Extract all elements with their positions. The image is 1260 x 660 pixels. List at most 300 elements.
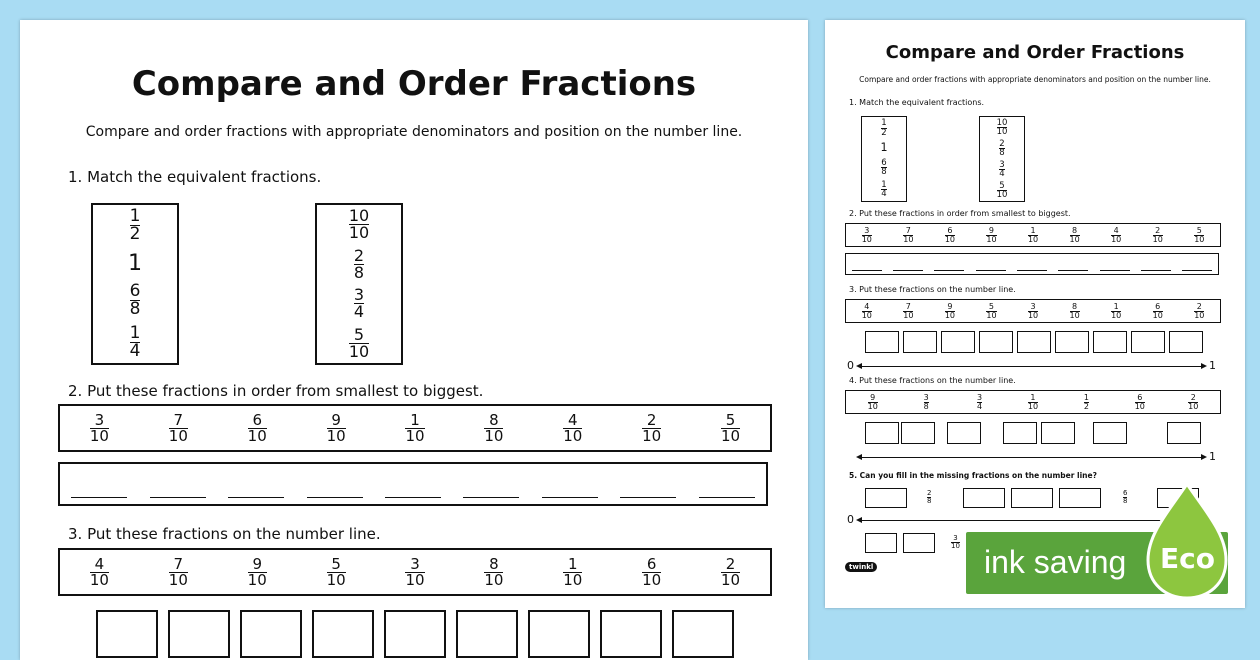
fraction <box>1135 394 1145 411</box>
fraction-cell <box>533 554 612 589</box>
answer-blank-cell[interactable] <box>60 497 138 498</box>
numerator: 7 <box>173 554 184 573</box>
fraction-cell <box>376 410 455 445</box>
fraction-cell <box>1167 394 1220 411</box>
fraction-cell <box>218 554 297 589</box>
fraction-cell <box>691 410 770 445</box>
number-line-answer-box[interactable] <box>1093 422 1127 444</box>
numerator: 9 <box>252 554 262 573</box>
answer-blank-cell[interactable] <box>970 270 1011 271</box>
fraction <box>1123 490 1127 505</box>
numerator: 2 <box>1155 225 1161 235</box>
fraction-cell <box>1012 303 1054 320</box>
denominator: 10 <box>944 234 955 244</box>
answer-blank[interactable] <box>542 497 598 498</box>
fraction <box>484 410 504 445</box>
denominator: 10 <box>326 570 346 589</box>
fraction-cell <box>612 554 691 589</box>
numerator: 3 <box>1030 301 1036 311</box>
fraction <box>903 303 913 320</box>
answer-blank[interactable] <box>1058 270 1088 271</box>
numerator: 5 <box>999 180 1005 191</box>
denominator: 10 <box>1194 234 1205 244</box>
fraction-cell <box>691 554 770 589</box>
small-q3-number-line <box>859 366 1203 367</box>
fraction <box>1070 303 1080 320</box>
number-line-answer-box[interactable] <box>528 610 590 658</box>
q5-answer-box[interactable] <box>1011 488 1053 508</box>
number-line-answer-box[interactable] <box>456 610 518 658</box>
fraction <box>326 410 346 445</box>
answer-blank-cell[interactable] <box>1053 270 1094 271</box>
numerator: 1 <box>1113 301 1119 311</box>
numerator: 2 <box>1190 392 1196 402</box>
denominator: 10 <box>996 190 1008 200</box>
fraction-cell <box>454 554 533 589</box>
fraction <box>986 303 996 320</box>
denominator: 4 <box>977 401 983 411</box>
number-line-answer-box[interactable] <box>600 610 662 658</box>
numerator: 3 <box>923 392 929 402</box>
equivalent-fraction <box>999 140 1004 158</box>
answer-blank-cell[interactable] <box>531 497 609 498</box>
denominator: 10 <box>326 426 346 445</box>
fraction <box>563 554 583 589</box>
numerator: 8 <box>489 554 499 573</box>
denominator: 10 <box>168 426 188 445</box>
numerator: 1 <box>1030 392 1036 402</box>
denominator: 8 <box>1123 497 1128 505</box>
number-line-answer-box[interactable] <box>903 331 937 353</box>
fraction <box>945 303 955 320</box>
numerator: 7 <box>905 301 911 311</box>
answer-blank-cell[interactable] <box>609 497 687 498</box>
worksheet-page-large <box>20 20 808 660</box>
answer-blank[interactable] <box>1182 270 1212 271</box>
denominator: 10 <box>89 426 109 445</box>
fraction-cell <box>454 410 533 445</box>
q1-right-box <box>315 203 403 365</box>
answer-blank[interactable] <box>463 497 519 498</box>
arrow-left-icon <box>856 363 862 369</box>
denominator: 8 <box>353 262 365 282</box>
number-line-answer-box[interactable] <box>1017 331 1051 353</box>
fraction-cell <box>953 394 1006 411</box>
answer-blank[interactable] <box>976 270 1006 271</box>
small-q3-zero: 0 <box>847 359 854 372</box>
denominator: 10 <box>1069 310 1080 320</box>
denominator: 10 <box>944 310 955 320</box>
answer-blank-cell[interactable] <box>1177 270 1218 271</box>
denominator: 10 <box>951 542 960 550</box>
number-line-answer-box[interactable] <box>1167 422 1201 444</box>
numerator: 1 <box>129 206 141 227</box>
fraction-cell <box>1095 303 1137 320</box>
equivalent-fraction <box>354 287 364 320</box>
fraction <box>1188 394 1198 411</box>
small-q2-answer-row[interactable] <box>845 253 1219 275</box>
small-q3-label: 3. Put these fractions on the number line. <box>849 285 1016 294</box>
numerator: 6 <box>1123 489 1128 497</box>
equivalent-fraction <box>881 181 886 199</box>
fraction-cell <box>297 410 376 445</box>
answer-blank[interactable] <box>385 497 441 498</box>
small-q4-number-line <box>859 457 1203 458</box>
fraction-cell <box>888 303 930 320</box>
fraction <box>927 490 931 505</box>
denominator: 2 <box>881 127 887 138</box>
fraction-cell <box>1060 394 1113 411</box>
equivalent-fraction <box>129 280 141 319</box>
numerator: 6 <box>1155 301 1161 311</box>
fraction <box>903 227 913 244</box>
numerator: 6 <box>646 554 657 573</box>
numerator: 10 <box>996 117 1008 128</box>
answer-blank[interactable] <box>620 497 676 498</box>
denominator: 10 <box>1111 234 1122 244</box>
answer-blank-cell[interactable] <box>929 270 970 271</box>
answer-blank[interactable] <box>150 497 206 498</box>
denominator: 10 <box>1152 310 1163 320</box>
equivalent-fraction <box>881 159 886 177</box>
answer-blank-cell[interactable] <box>452 497 530 498</box>
denominator: 10 <box>1111 310 1122 320</box>
answer-blank-cell[interactable] <box>1135 270 1176 271</box>
small-q1-left-box <box>861 116 907 202</box>
denominator: 10 <box>867 401 878 411</box>
fraction-cell <box>1137 227 1179 244</box>
equivalent-fraction <box>997 119 1008 137</box>
numerator: 2 <box>1196 301 1202 311</box>
answer-blank-cell[interactable] <box>217 497 295 498</box>
small-page-title: Compare and Order Fractions <box>885 42 1185 63</box>
denominator: 10 <box>247 426 267 445</box>
numerator: 6 <box>129 280 141 301</box>
equivalent-fraction <box>348 324 370 361</box>
page-subtitle: Compare and order fractions with appropriate denominators and position on the number line. <box>85 124 743 140</box>
number-line-answer-box[interactable] <box>901 422 935 444</box>
fraction <box>721 554 741 589</box>
q2-answer-row[interactable] <box>58 462 768 506</box>
small-q5-zero: 0 <box>847 513 854 526</box>
numerator: 9 <box>947 301 953 311</box>
fraction-cell <box>846 394 899 411</box>
numerator: 3 <box>864 225 870 235</box>
denominator: 10 <box>642 426 662 445</box>
number-line-answer-box[interactable] <box>1003 422 1037 444</box>
denominator: 10 <box>563 570 583 589</box>
denominator: 8 <box>927 497 932 505</box>
equivalent-fraction <box>999 161 1004 179</box>
numerator: 6 <box>1137 392 1143 402</box>
number-line-answer-box[interactable] <box>96 610 158 658</box>
answer-blank[interactable] <box>71 497 127 498</box>
q5b-answer-box[interactable] <box>865 533 897 553</box>
numerator: 2 <box>646 410 657 429</box>
answer-blank[interactable] <box>852 270 882 271</box>
denominator: 10 <box>168 570 188 589</box>
number-line-answer-box[interactable] <box>1055 331 1089 353</box>
arrow-left-icon <box>856 517 862 523</box>
q5b-fraction <box>951 534 960 550</box>
fraction-cell <box>139 410 218 445</box>
denominator: 4 <box>999 169 1005 179</box>
numerator: 8 <box>1072 225 1078 235</box>
fraction <box>1028 227 1038 244</box>
fraction <box>951 535 960 550</box>
number-line-answer-box[interactable] <box>947 422 981 444</box>
number-line-answer-box[interactable] <box>168 610 230 658</box>
answer-blank-cell[interactable] <box>138 497 216 498</box>
fraction-cell <box>612 410 691 445</box>
small-q4-label: 4. Put these fractions on the number line. <box>849 376 1016 385</box>
numerator: 3 <box>953 534 958 542</box>
fraction <box>1153 303 1163 320</box>
number-line-answer-box[interactable] <box>1131 331 1165 353</box>
denominator: 10 <box>1152 234 1163 244</box>
ink-saving-text: ink saving <box>984 544 1127 580</box>
answer-blank-cell[interactable] <box>887 270 928 271</box>
denominator: 10 <box>642 570 662 589</box>
equivalent-fraction <box>130 208 141 243</box>
fraction <box>1070 227 1080 244</box>
fraction <box>945 227 955 244</box>
denominator: 10 <box>1188 401 1199 411</box>
fraction <box>862 227 872 244</box>
numerator: 4 <box>1113 225 1119 235</box>
twinkl-logo: twinkl <box>845 562 877 572</box>
number-line-answer-box[interactable] <box>240 610 302 658</box>
fraction <box>89 410 109 445</box>
fraction-cell <box>846 303 888 320</box>
numerator: 2 <box>725 554 736 573</box>
answer-blank[interactable] <box>307 497 363 498</box>
fraction <box>247 554 267 589</box>
numerator: 6 <box>947 225 953 235</box>
number-line-answer-box[interactable] <box>384 610 446 658</box>
numerator: 4 <box>568 410 578 429</box>
denominator: 10 <box>721 426 741 445</box>
denominator: 4 <box>881 189 887 200</box>
q5-answer-box[interactable] <box>865 488 907 508</box>
numerator: 5 <box>1196 225 1202 235</box>
numerator: 8 <box>489 410 499 429</box>
denominator: 8 <box>129 298 141 319</box>
small-q1-label: 1. Match the equivalent fractions. <box>849 98 985 107</box>
fraction <box>721 410 741 445</box>
denominator: 8 <box>923 401 929 411</box>
fraction <box>405 554 425 589</box>
number-line-answer-box[interactable] <box>312 610 374 658</box>
fraction <box>247 410 267 445</box>
fraction <box>1111 303 1121 320</box>
q5-answer-box[interactable] <box>1059 488 1101 508</box>
answer-blank[interactable] <box>1100 270 1130 271</box>
numerator: 3 <box>94 410 105 429</box>
equivalent-fraction <box>129 322 141 361</box>
question-1-label: 1. Match the equivalent fractions. <box>68 168 322 186</box>
fraction <box>168 554 188 589</box>
denominator: 10 <box>348 223 370 243</box>
answer-blank[interactable] <box>699 497 755 498</box>
number-line-answer-box[interactable] <box>865 422 899 444</box>
number-line-answer-box[interactable] <box>979 331 1013 353</box>
denominator: 8 <box>881 167 887 178</box>
fraction-cell <box>929 303 971 320</box>
denominator: 10 <box>484 570 504 589</box>
q5-fraction <box>927 489 931 505</box>
numerator: 1 <box>129 322 141 343</box>
numerator: 3 <box>999 159 1005 170</box>
denominator: 10 <box>348 341 370 361</box>
numerator: 5 <box>988 301 995 311</box>
numerator: 9 <box>988 225 995 235</box>
fraction-cell <box>1137 303 1179 320</box>
denominator: 10 <box>405 570 425 589</box>
fraction <box>326 554 346 589</box>
denominator: 10 <box>89 570 109 589</box>
denominator: 10 <box>1134 401 1145 411</box>
denominator: 10 <box>903 310 914 320</box>
denominator: 10 <box>1027 234 1039 244</box>
answer-blank-cell[interactable] <box>374 497 452 498</box>
fraction <box>977 394 982 411</box>
equivalent-fraction <box>353 245 365 282</box>
denominator: 10 <box>1194 310 1205 320</box>
number-line-answer-box[interactable] <box>941 331 975 353</box>
fraction-cell <box>846 227 888 244</box>
q3-fraction-row <box>58 548 772 596</box>
denominator: 10 <box>1069 234 1080 244</box>
denominator: 10 <box>861 234 872 244</box>
numerator: 4 <box>864 301 870 311</box>
answer-blank-cell[interactable] <box>846 270 887 271</box>
answer-blank-cell[interactable] <box>1011 270 1052 271</box>
fraction <box>1153 227 1163 244</box>
arrow-right-icon <box>1201 363 1207 369</box>
fraction-cell <box>139 554 218 589</box>
fraction-cell <box>971 227 1013 244</box>
answer-blank-cell[interactable] <box>688 497 766 498</box>
numerator: 5 <box>331 554 341 573</box>
answer-blank-cell[interactable] <box>295 497 373 498</box>
numerator: 3 <box>353 285 365 305</box>
fraction-cell <box>1113 394 1166 411</box>
equivalent-fraction <box>349 208 369 241</box>
numerator: 4 <box>94 554 105 573</box>
numerator: 1 <box>1083 392 1089 402</box>
fraction-cell <box>1179 227 1221 244</box>
fraction-cell <box>888 227 930 244</box>
denominator: 10 <box>405 426 425 445</box>
fraction <box>1194 227 1204 244</box>
denominator: 4 <box>353 302 365 322</box>
number-line-answer-box[interactable] <box>1093 331 1127 353</box>
fraction <box>168 410 188 445</box>
number-line-answer-box[interactable] <box>1169 331 1203 353</box>
small-page-subtitle: Compare and order fractions with appropriate denominators and position on the number line. <box>859 75 1211 84</box>
answer-blank[interactable] <box>1017 270 1047 271</box>
arrow-left-icon <box>856 454 862 460</box>
small-q1-right-box <box>979 116 1025 202</box>
fraction-cell <box>1006 394 1059 411</box>
numerator: 9 <box>331 410 341 429</box>
numerator: 3 <box>410 554 420 573</box>
denominator: 10 <box>1027 310 1039 320</box>
small-q4-fraction-row <box>845 390 1221 414</box>
equivalent-fraction: 1 <box>880 141 888 155</box>
denominator: 10 <box>721 570 741 589</box>
arrow-right-icon <box>1201 454 1207 460</box>
denominator: 2 <box>1083 401 1089 411</box>
q5b-answer-box[interactable] <box>903 533 935 553</box>
small-q2-fraction-row <box>845 223 1221 247</box>
numerator: 7 <box>173 410 184 429</box>
numerator: 6 <box>252 410 262 429</box>
fraction <box>1111 227 1121 244</box>
small-q5-label: 5. Can you fill in the missing fractions on the number line? <box>849 471 1097 480</box>
numerator: 5 <box>725 410 736 429</box>
fraction-cell <box>1054 227 1096 244</box>
eco-drop-icon <box>1146 482 1228 600</box>
equivalent-fraction <box>881 119 886 137</box>
denominator: 10 <box>986 310 997 320</box>
eco-label: Eco <box>1160 542 1215 575</box>
fraction <box>924 394 929 411</box>
fraction-cell <box>971 303 1013 320</box>
number-line-answer-box[interactable] <box>865 331 899 353</box>
fraction <box>89 554 109 589</box>
page-title: Compare and Order Fractions <box>131 64 697 104</box>
small-q3-one: 1 <box>1209 359 1216 372</box>
small-q3-fraction-row <box>845 299 1221 323</box>
fraction-cell <box>376 554 455 589</box>
numerator: 8 <box>1072 301 1078 311</box>
fraction <box>1084 394 1089 411</box>
numerator: 1 <box>568 554 578 573</box>
fraction <box>1028 394 1038 411</box>
numerator: 9 <box>870 392 876 402</box>
answer-blank[interactable] <box>934 270 964 271</box>
denominator: 10 <box>903 234 914 244</box>
fraction-cell <box>1179 303 1221 320</box>
denominator: 10 <box>861 310 872 320</box>
fraction-cell <box>60 554 139 589</box>
answer-blank[interactable] <box>893 270 923 271</box>
denominator: 8 <box>999 148 1005 158</box>
q5-fraction <box>1123 489 1127 505</box>
equivalent-fraction <box>997 182 1008 200</box>
answer-blank[interactable] <box>1141 270 1171 271</box>
fraction <box>1028 303 1038 320</box>
numerator: 2 <box>999 138 1005 149</box>
answer-blank[interactable] <box>228 497 284 498</box>
question-3-label: 3. Put these fractions on the number line. <box>68 525 381 543</box>
denominator: 10 <box>996 127 1008 137</box>
numerator: 2 <box>927 489 932 497</box>
denominator: 4 <box>129 340 141 361</box>
q2-fraction-row <box>58 404 772 452</box>
number-line-answer-box[interactable] <box>672 610 734 658</box>
denominator: 10 <box>484 426 504 445</box>
answer-blank-cell[interactable] <box>1094 270 1135 271</box>
numerator: 6 <box>881 157 887 168</box>
fraction-cell <box>533 410 612 445</box>
numerator: 2 <box>353 245 365 265</box>
number-line-answer-box[interactable] <box>1041 422 1075 444</box>
fraction <box>1194 303 1204 320</box>
q5-answer-box[interactable] <box>963 488 1005 508</box>
